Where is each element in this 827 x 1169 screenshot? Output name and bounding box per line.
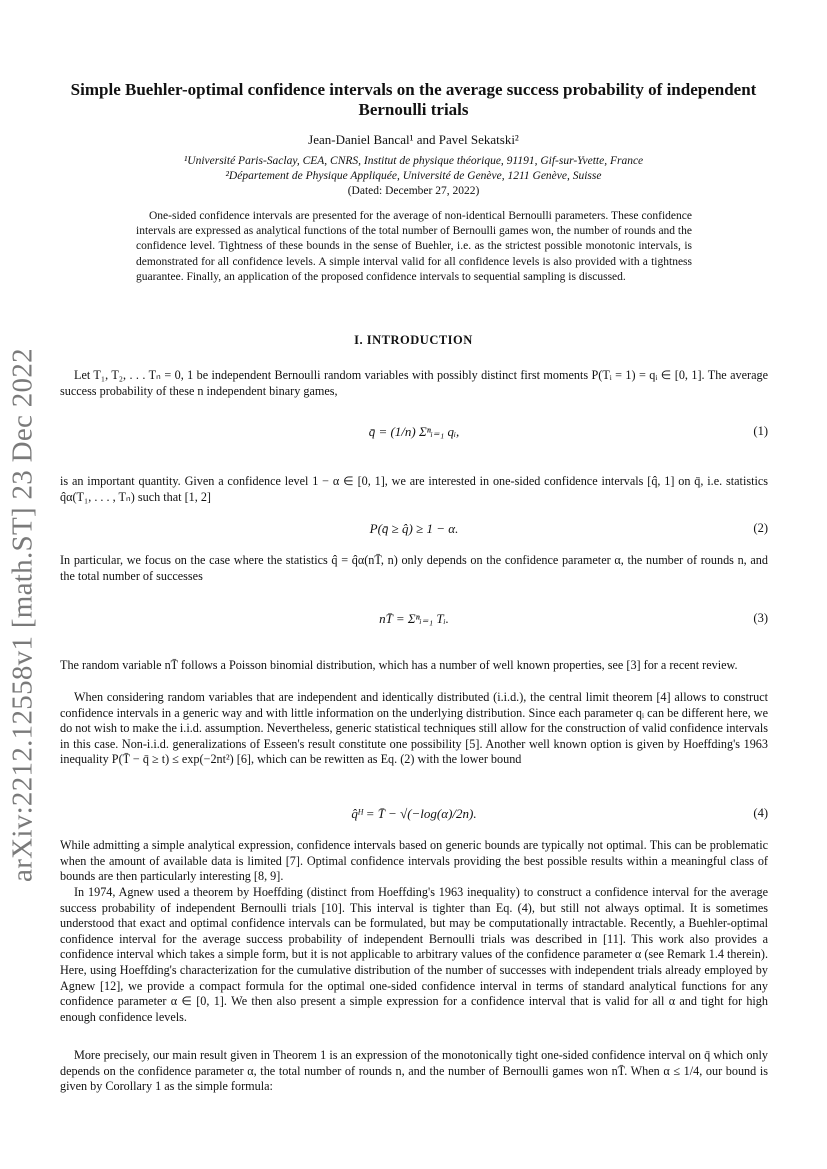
equation-2 xyxy=(60,521,768,551)
equation-3-number: (3) xyxy=(753,611,768,625)
paragraph-6: While admitting a simple analytical expression, confidence intervals based on generic bounds are typically not optimal. This can be problematic when the amount of available data is limited [7]. Optimal confidence intervals providing the best possible results within a meaningful class of bounds are then particularly interesting [8, 9]. xyxy=(60,838,768,884)
equation-4-formula: q̂ᴴ = T̄ − √(−log(α)/2n). xyxy=(351,806,477,821)
equation-4-number: (4) xyxy=(753,806,768,820)
paragraph-5: When considering random variables that are independent and identically distributed (i.i.d.), the central limit theorem [4] allows to construct confidence intervals in a generic way and with little information on the underlying distribution. Since each parameter qᵢ can be different here, we do not wish to make the i.i.d. assumption. Nevertheless, generic statistical techniques still allow for the construction of valid confidence intervals in this case. Non-i.i.d. generalizations of Esseen's result constitute one possibility [5]. Another well known option is given by Hoeffding's 1963 inequality P(T̄ − q̄ ≥ t) ≤ exp(−2nt²) [6], which can be rewitten as Eq. (2) with the lower bound xyxy=(60,690,768,767)
abstract: One-sided confidence intervals are presented for the average of non-identical Bernoulli parameters. These confidence intervals are expressed as analytical functions of the total number of Bernoulli games won, the number of rounds and the confidence level. Tightness of these bounds in the sense of Buehler, i.e. as the strictest possible monotonic intervals, is demonstrated for all confidence levels. A simple interval valid for all confidence levels is also provided with a tightness guarantee. Finally, an application of the proposed confidence intervals to sequential sampling is discussed. xyxy=(136,210,692,283)
paper-title: Simple Buehler-optimal confidence intervals on the average success probability of independent Bernoulli trials xyxy=(70,80,757,119)
paragraph-7: In 1974, Agnew used a theorem by Hoeffding (distinct from Hoeffding's 1963 inequality) to construct a confidence interval for the average success probability of independent Bernoulli trials [10]. This interval is tighter than Eq. (4), but still not always optimal. It is sometimes understood that exact and optimal confidence intervals can be formulated, but may be computationally intractable. Recently, a Buehler-optimal confidence interval for the average success probability of independent Bernoulli trials was described in [11]. This work also provides a confidence interval which takes a simple form, but it is not applicable to arbitrary values of the confidence parameter α (see Remark 1.4 therein). Here, using Hoeffding's characterization for the cumulative distribution of the number of successes with independent trials already employed by Agnew [12], we provide a compact formula for the optimal one-sided confidence interval in terms of standard analytical functions for any confidence parameter α ∈ [0, 1]. We then also present a simple expression for a confidence interval that is valid for all α and tight for high enough confidence levels. xyxy=(60,885,768,1024)
equation-2-formula: P(q̄ ≥ q̂) ≥ 1 − α. xyxy=(369,521,459,536)
equation-1 xyxy=(60,424,768,454)
section-heading: I. INTRODUCTION xyxy=(354,333,473,347)
equation-4 xyxy=(60,806,768,836)
arxiv-identifier-text: arXiv:2212.12558v1 [math.ST] 23 Dec 2022 xyxy=(6,348,39,882)
date-line: (Dated: December 27, 2022) xyxy=(347,185,480,197)
affiliation-2: ²Département de Physique Appliquée, Université de Genève, 1211 Genève, Suisse xyxy=(225,170,602,182)
paragraph-4: The random variable nT̄ follows a Poisson binomial distribution, which has a number of well known properties, see [3] for a recent review. xyxy=(60,658,738,672)
paragraph-1: Let T₁, T₂, . . . Tₙ = 0, 1 be independent Bernoulli random variables with possibly distinct first moments P(Tᵢ = 1) = qᵢ ∈ [0, 1]. The average success probability of these n independent binary games, xyxy=(60,368,768,398)
paragraph-2: is an important quantity. Given a confidence level 1 − α ∈ [0, 1], we are interested in one-sided confidence intervals [q̂, 1] on q̄, i.e. statistics q̂α(T₁, . . . , Tₙ) such that [1, 2] xyxy=(60,474,768,504)
equation-3-formula: nT̄ = Σⁿᵢ₌₁ Tᵢ. xyxy=(379,611,449,626)
authors: Jean-Daniel Bancal¹ and Pavel Sekatski² xyxy=(308,132,519,147)
paragraph-8: More precisely, our main result given in Theorem 1 is an expression of the monotonically tight one-sided confidence interval on q̄ which only depends on the confidence parameter α, the total number of rounds n, and the number of Bernoulli games won nT̄. When α ≤ 1/4, our bound is given by Corollary 1 as the simple formula: xyxy=(60,1048,768,1094)
equation-3 xyxy=(60,611,768,641)
affiliation-1: ¹Université Paris-Saclay, CEA, CNRS, Institut de physique théorique, 91191, Gif-sur-Yvette, France xyxy=(183,155,644,167)
arxiv-identifier xyxy=(5,345,41,885)
equation-2-number: (2) xyxy=(753,521,768,535)
equation-1-number: (1) xyxy=(753,424,768,438)
paragraph-3: In particular, we focus on the case where the statistics q̂ = q̂α(nT̄, n) only depends on the confidence parameter α, the number of rounds n, and the total number of successes xyxy=(60,553,768,583)
equation-1-formula: q̄ = (1/n) Σⁿᵢ₌₁ qᵢ, xyxy=(368,424,460,439)
